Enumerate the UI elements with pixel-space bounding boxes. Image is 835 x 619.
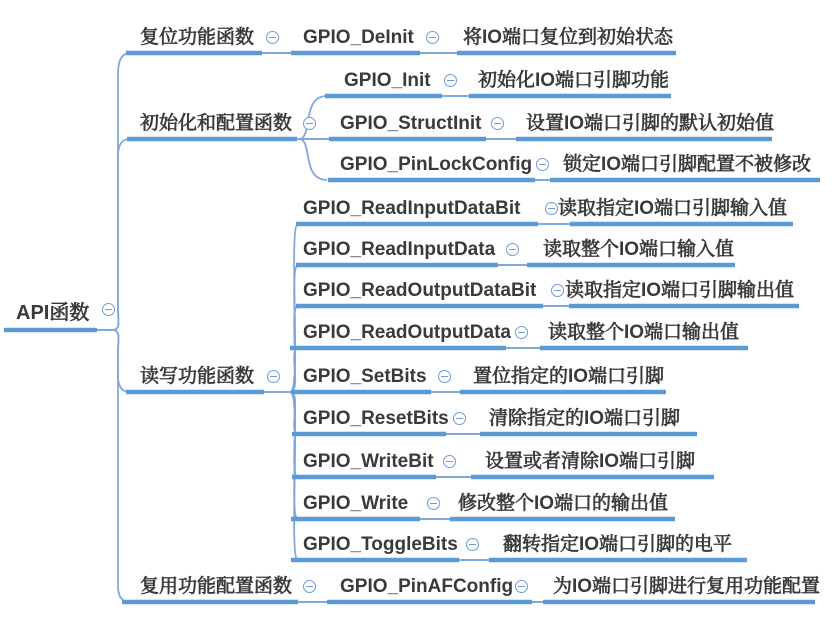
collapse-icon[interactable] <box>438 370 451 383</box>
function-node-gpio-init[interactable]: GPIO_Init <box>344 70 431 91</box>
desc-node-gpio-pinlockconfig[interactable]: 锁定IO端口引脚配置不被修改 <box>563 154 812 175</box>
desc-node-gpio-init[interactable]: 初始化IO端口引脚功能 <box>478 70 670 91</box>
curve-init-to-pinlock <box>299 139 327 180</box>
desc-node-gpio-structinit[interactable]: 设置IO端口引脚的默认初始值 <box>526 113 775 134</box>
function-node-gpio-setbits[interactable]: GPIO_SetBits <box>303 366 427 387</box>
desc-node-gpio-deinit[interactable]: 将IO端口复位到初始状态 <box>463 27 674 48</box>
root-node[interactable]: API函数 <box>16 302 90 324</box>
curve-rw-to-readoutputdata <box>290 348 298 392</box>
desc-node-gpio-readinputdatabit[interactable]: 读取指定IO端口引脚输入值 <box>558 198 788 219</box>
collapse-icon[interactable] <box>303 580 316 593</box>
curve-root-to-branch-reset <box>112 53 130 330</box>
collapse-icon[interactable] <box>545 202 558 215</box>
function-node-gpio-deinit[interactable]: GPIO_DeInit <box>303 27 414 48</box>
collapse-icon[interactable] <box>427 497 440 510</box>
collapse-icon[interactable] <box>444 74 457 87</box>
desc-node-gpio-setbits[interactable]: 置位指定的IO端口引脚 <box>473 366 665 387</box>
collapse-icon[interactable] <box>515 326 528 339</box>
function-node-gpio-pinafconfig[interactable]: GPIO_PinAFConfig <box>340 576 514 597</box>
collapse-icon[interactable] <box>267 370 280 383</box>
branch-node-readwrite[interactable]: 读写功能函数 <box>140 366 255 387</box>
function-node-gpio-resetbits[interactable]: GPIO_ResetBits <box>303 408 449 429</box>
collapse-icon[interactable] <box>491 117 504 130</box>
function-node-gpio-readinputdata[interactable]: GPIO_ReadInputData <box>303 239 496 260</box>
collapse-icon[interactable] <box>453 412 466 425</box>
desc-node-gpio-pinafconfig[interactable]: 为IO端口引脚进行复用功能配置 <box>553 576 821 597</box>
function-node-gpio-write[interactable]: GPIO_Write <box>303 493 409 514</box>
desc-node-gpio-writebit[interactable]: 设置或者清除IO端口引脚 <box>485 451 696 472</box>
collapse-icon[interactable] <box>426 31 439 44</box>
curve-root-to-branch-readwrite <box>112 330 130 392</box>
curve-root-to-branch-init <box>112 139 130 330</box>
collapse-icon[interactable] <box>515 580 528 593</box>
desc-node-gpio-togglebits[interactable]: 翻转指定IO端口引脚的电平 <box>503 534 733 555</box>
collapse-icon[interactable] <box>303 117 316 130</box>
function-node-gpio-pinlockconfig[interactable]: GPIO_PinLockConfig <box>340 154 533 175</box>
function-node-gpio-readoutputdatabit[interactable]: GPIO_ReadOutputDataBit <box>303 280 537 301</box>
desc-node-gpio-readinputdata[interactable]: 读取整个IO端口输入值 <box>543 239 735 260</box>
collapse-icon[interactable] <box>506 243 519 256</box>
desc-node-gpio-write[interactable]: 修改整个IO端口的输出值 <box>458 493 669 514</box>
collapse-icon[interactable] <box>443 455 456 468</box>
function-node-gpio-readoutputdata[interactable]: GPIO_ReadOutputData <box>303 322 511 343</box>
function-node-gpio-writebit[interactable]: GPIO_WriteBit <box>303 451 434 472</box>
desc-node-gpio-readoutputdata[interactable]: 读取整个IO端口输出值 <box>548 322 740 343</box>
curve-root-to-branch-af <box>112 330 130 602</box>
collapse-icon[interactable] <box>102 303 115 316</box>
function-node-gpio-readinputdatabit[interactable]: GPIO_ReadInputDataBit <box>303 198 521 219</box>
collapse-icon[interactable] <box>536 158 549 171</box>
function-node-gpio-structinit[interactable]: GPIO_StructInit <box>340 113 482 134</box>
collapse-icon[interactable] <box>266 31 279 44</box>
collapse-icon[interactable] <box>466 538 479 551</box>
branch-node-af-config[interactable]: 复用功能配置函数 <box>140 576 293 597</box>
desc-node-gpio-readoutputdatabit[interactable]: 读取指定IO端口引脚输出值 <box>565 280 795 301</box>
collapse-icon[interactable] <box>551 284 564 297</box>
branch-node-reset[interactable]: 复位功能函数 <box>140 27 255 48</box>
desc-node-gpio-resetbits[interactable]: 清除指定的IO端口引脚 <box>489 408 681 429</box>
function-node-gpio-togglebits[interactable]: GPIO_ToggleBits <box>303 534 458 555</box>
branch-node-init-config[interactable]: 初始化和配置函数 <box>140 113 293 134</box>
